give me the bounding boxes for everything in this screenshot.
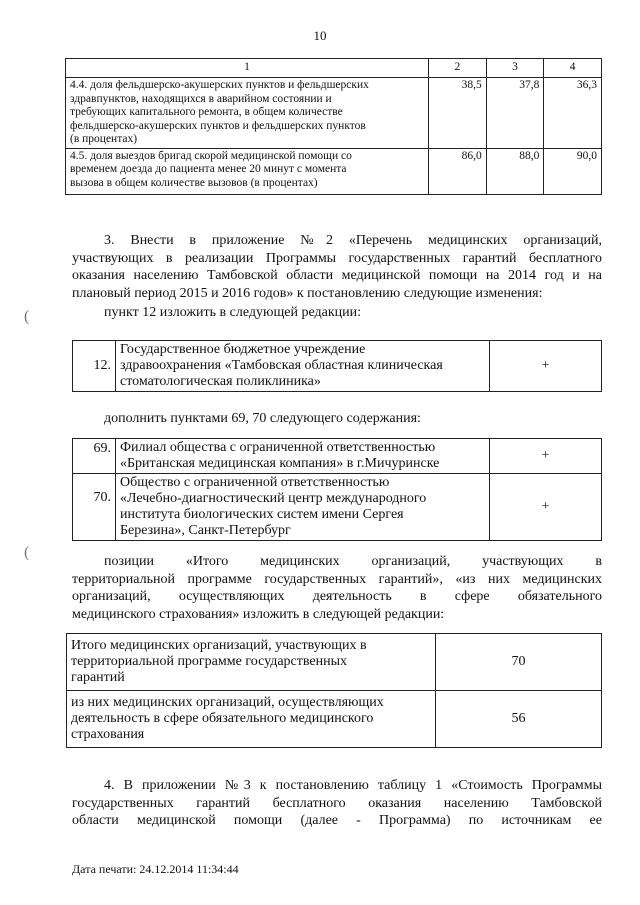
table-row bbox=[67, 691, 602, 748]
text-line: государственных гарантий бесплатного оказания населению Тамбовской bbox=[72, 795, 602, 811]
value-cell: 37,8 bbox=[486, 78, 544, 149]
paragraph-3 bbox=[72, 232, 602, 302]
scan-mark: ( bbox=[24, 308, 30, 325]
item-number: 69. bbox=[73, 439, 116, 474]
participation-mark: + bbox=[490, 341, 602, 392]
label-line: деятельность в сфере обязательного медицинского bbox=[71, 711, 374, 726]
value-cell: 90,0 bbox=[544, 148, 602, 195]
item-number: 70. bbox=[73, 474, 116, 541]
text-line: территориальной программе государственных гарантий», «из них медицинских bbox=[72, 571, 602, 587]
table-header-row bbox=[66, 59, 602, 78]
label-line: Итого медицинских организаций, участвующих в bbox=[71, 638, 367, 653]
label-line: временем доезда до пациента менее 20 минут с момента bbox=[70, 163, 347, 175]
text-line: 4. В приложении №3 к постановлению таблицу 1 «Стоимость Программы bbox=[104, 778, 602, 793]
text-line: 3. Внести в приложение №2 «Перечень медицинских организаций, bbox=[104, 233, 602, 248]
text-line: оказания населению Тамбовской области медицинской помощи на 2014 год и на bbox=[72, 268, 602, 283]
label-line: из них медицинских организаций, осуществляющих bbox=[71, 695, 384, 710]
header-cell-4: 4 bbox=[544, 59, 602, 78]
table-row bbox=[67, 634, 602, 691]
indicators-table bbox=[65, 58, 602, 195]
label-line: требующих капитального ремонта, в общем количестве bbox=[70, 106, 343, 118]
name-line: Государственное бюджетное учреждение bbox=[120, 342, 366, 357]
print-date-footer: Дата печати: 24.12.2014 11:34:44 bbox=[72, 862, 239, 876]
row-label bbox=[66, 148, 429, 195]
total-label bbox=[67, 634, 436, 691]
participation-mark: + bbox=[490, 474, 602, 541]
name-line: «Британская медицинская компания» в г.Мичуринске bbox=[120, 456, 440, 471]
row-label bbox=[66, 78, 429, 149]
text-line: плановый период 2015 и 2016 годов» к постановлению следующие изменения: bbox=[72, 285, 543, 301]
table-row bbox=[73, 439, 602, 474]
label-line: здравпунктов, находящихся в аварийном состоянии и bbox=[70, 92, 332, 105]
scan-mark: ( bbox=[24, 544, 30, 561]
value-cell: 86,0 bbox=[429, 148, 487, 195]
text-line: области медицинской помощи (далее - Программа) по источникам ее bbox=[72, 813, 602, 828]
totals-table bbox=[66, 633, 602, 748]
text-line: позиции «Итого медицинских организаций, участвующих в bbox=[104, 554, 602, 569]
items-69-70-table bbox=[72, 438, 602, 541]
value-cell: 36,3 bbox=[544, 78, 602, 149]
total-label bbox=[67, 691, 436, 748]
table-row bbox=[73, 474, 602, 541]
page-number: 10 bbox=[313, 28, 327, 43]
paragraph-positions bbox=[72, 553, 602, 623]
paragraph-4 bbox=[72, 777, 602, 830]
name-line: «Лечебно-диагностический центр международного bbox=[120, 491, 427, 506]
text-line: участвующих в реализации Программы государственных гарантий бесплатного bbox=[72, 250, 602, 266]
label-line: 4.4. доля фельдшерско-акушерских пунктов и фельдшерских bbox=[70, 79, 369, 91]
total-value: 70 bbox=[436, 634, 602, 691]
organization-name bbox=[116, 439, 490, 474]
value-cell: 38,5 bbox=[429, 78, 487, 149]
paragraph-item12: пункт 12 изложить в следующей редакции: bbox=[104, 305, 361, 320]
item12-table bbox=[72, 340, 602, 392]
name-line: Березина», Санкт-Петербург bbox=[120, 523, 291, 538]
table-row bbox=[66, 78, 602, 149]
label-line: 4.5. доля выездов бригад скорой медицинской помощи со bbox=[70, 149, 352, 162]
value-cell: 88,0 bbox=[486, 148, 544, 195]
table-row bbox=[73, 341, 602, 392]
label-line: (в процентах) bbox=[70, 133, 138, 145]
header-cell-1: 1 bbox=[66, 59, 429, 78]
name-line: Филиал общества с ограниченной ответственностью bbox=[120, 440, 436, 455]
header-cell-2: 2 bbox=[429, 59, 487, 78]
name-line: стоматологическая поликлиника» bbox=[120, 374, 321, 389]
name-line: здравоохранения «Тамбовская областная клиническая bbox=[120, 358, 443, 373]
table-row bbox=[66, 148, 602, 195]
organization-name bbox=[116, 341, 490, 392]
name-line: Общество с ограниченной ответственностью bbox=[120, 475, 390, 490]
label-line: фельдшерско-акушерских пунктов и фельдшерских пунктов bbox=[70, 119, 366, 132]
organization-name bbox=[116, 474, 490, 541]
label-line: страхования bbox=[71, 727, 145, 742]
paragraph-add: дополнить пунктами 69, 70 следующего содержания: bbox=[104, 411, 421, 426]
participation-mark: + bbox=[490, 439, 602, 474]
item-number: 12. bbox=[73, 341, 116, 392]
name-line: института биологических систем имени Сергея bbox=[120, 507, 404, 522]
label-line: территориальной программе государственных bbox=[71, 654, 348, 669]
label-line: гарантий bbox=[71, 670, 125, 685]
header-cell-3: 3 bbox=[486, 59, 544, 78]
label-line: вызова в общем количестве вызовов (в процентах) bbox=[70, 176, 318, 189]
total-value: 56 bbox=[436, 691, 602, 748]
text-line: организаций, осуществляющих деятельность в сфере обязательного bbox=[72, 589, 602, 604]
text-line: медицинского страхования» изложить в следующей редакции: bbox=[72, 606, 445, 622]
